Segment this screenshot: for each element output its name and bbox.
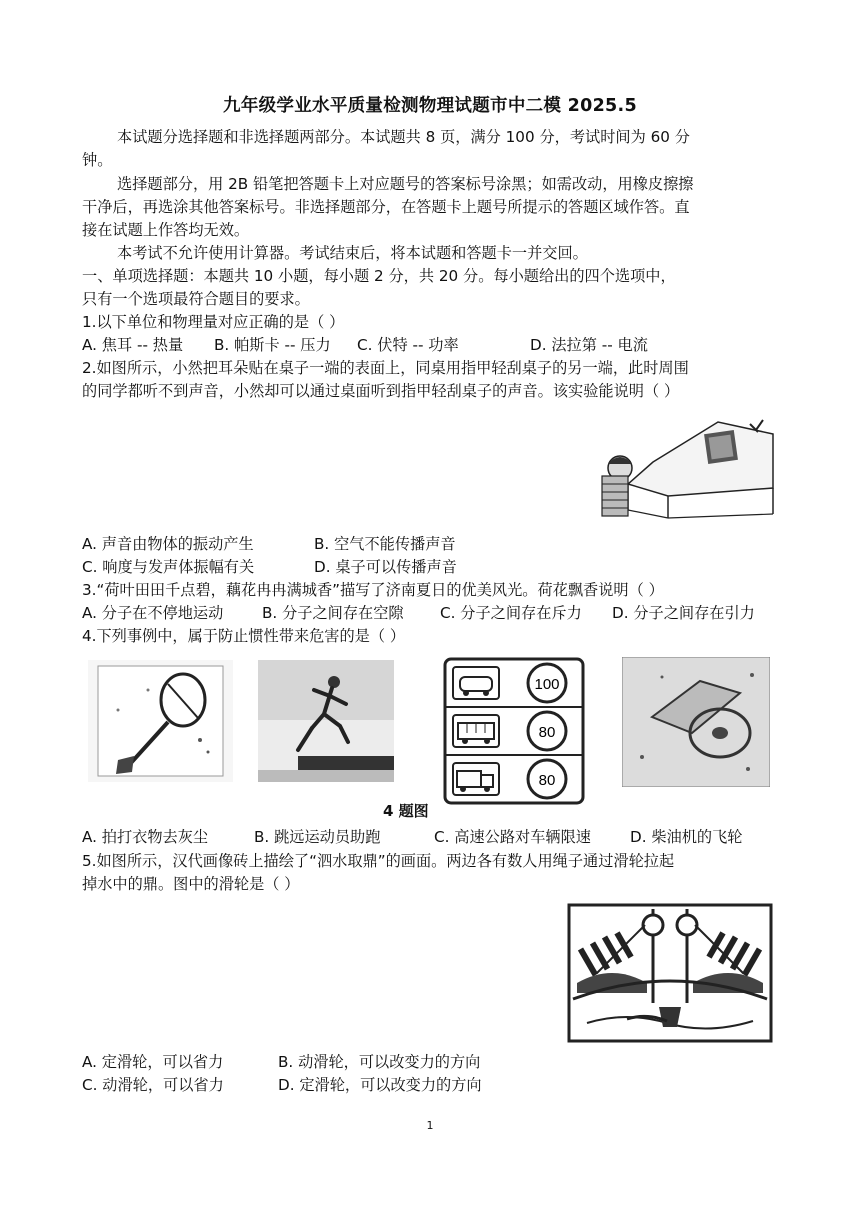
intro-paragraph-1-line-2: 钟。	[82, 151, 113, 169]
question-2-option-c: C. 响度与发声体振幅有关	[82, 558, 255, 576]
beating-clothes-figure	[88, 660, 233, 782]
question-3-option-c: C. 分子之间存在斥力	[440, 604, 582, 622]
question-2-option-b: B. 空气不能传播声音	[314, 535, 456, 553]
question-3-option-b: B. 分子之间存在空隙	[262, 604, 404, 622]
long-jump-figure	[258, 660, 394, 782]
question-1-option-c: C. 伏特 -- 功率	[357, 336, 459, 354]
section-heading-line-2: 只有一个选项最符合题目的要求。	[82, 290, 310, 308]
question-3-stem: 3.“荷叶田田千点碧，藕花冉冉满城香”描写了济南夏日的优美风光。荷花飘香说明（ ）	[82, 581, 664, 599]
question-5-stem-line-2: 掉水中的鼎。图中的滑轮是（ ）	[82, 875, 300, 893]
intro-paragraph-1-line-1: 本试题分选择题和非选择题两部分。本试题共 8 页，满分 100 分，考试时间为 60 分	[117, 128, 690, 146]
question-2-stem-line-1: 2.如图所示，小然把耳朵贴在桌子一端的表面上，同桌用指甲轻刮桌子的另一端，此时周围	[82, 359, 689, 377]
page-number: 1	[426, 1119, 434, 1132]
figure-4-caption: 4 题图	[383, 802, 429, 820]
table-listening-figure	[598, 410, 778, 522]
speed-sign-2-value: 80	[538, 724, 556, 741]
section-heading-line-1: 一、单项选择题：本题共 10 小题，每小题 2 分，共 20 分。每小题给出的四个选项中，	[82, 267, 676, 285]
question-1-stem: 1.以下单位和物理量对应正确的是（ ）	[82, 313, 345, 331]
question-4-option-d: D. 柴油机的飞轮	[630, 828, 743, 846]
question-2-stem-line-2: 的同学都听不到声音，小然却可以通过桌面听到指甲轻刮桌子的声音。该实验能说明（ ）	[82, 382, 680, 400]
pulley-lifting-tripod-figure	[567, 903, 773, 1043]
speed-sign-1-value: 100	[534, 676, 560, 693]
question-1-option-a: A. 焦耳 -- 热量	[82, 336, 184, 354]
question-5-option-a: A. 定滑轮，可以省力	[82, 1053, 224, 1071]
question-5-option-d: D. 定滑轮，可以改变力的方向	[278, 1076, 482, 1094]
intro-paragraph-2-line-2: 干净后，再选涂其他答案标号。非选择题部分，在答题卡上题号所提示的答题区域作答。直	[82, 198, 690, 216]
question-3-option-a: A. 分子在不停地运动	[82, 604, 224, 622]
question-4-stem: 4.下列事例中，属于防止惯性带来危害的是（ ）	[82, 627, 406, 645]
intro-paragraph-2-line-3: 接在试题上作答均无效。	[82, 221, 250, 239]
question-2-option-a: A. 声音由物体的振动产生	[82, 535, 254, 553]
question-5-option-b: B. 动滑轮，可以改变力的方向	[278, 1053, 481, 1071]
question-5-option-c: C. 动滑轮，可以省力	[82, 1076, 224, 1094]
intro-paragraph-2-line-1: 选择题部分，用 2B 铅笔把答题卡上对应题号的答案标号涂黑；如需改动，用橡皮擦擦	[117, 175, 694, 193]
speed-limit-signs-figure	[443, 657, 585, 805]
question-2-option-d: D. 桌子可以传播声音	[314, 558, 457, 576]
question-5-stem-line-1: 5.如图所示，汉代画像砖上描绘了“泗水取鼎”的画面。两边各有数人用绳子通过滑轮拉起	[82, 852, 675, 870]
question-1-option-d: D. 法拉第 -- 电流	[530, 336, 648, 354]
question-4-option-c: C. 高速公路对车辆限速	[434, 828, 591, 846]
question-1-option-b: B. 帕斯卡 -- 压力	[214, 336, 331, 354]
question-4-option-b: B. 跳远运动员助跑	[254, 828, 381, 846]
page-title: 九年级学业水平质量检测物理试题市中二模 2025.5	[223, 96, 637, 116]
speed-sign-3-value: 80	[538, 772, 556, 789]
intro-paragraph-3: 本考试不允许使用计算器。考试结束后，将本试题和答题卡一并交回。	[117, 244, 588, 262]
flywheel-figure	[622, 657, 770, 787]
question-3-option-d: D. 分子之间存在引力	[612, 604, 755, 622]
question-4-option-a: A. 拍打衣物去灰尘	[82, 828, 209, 846]
